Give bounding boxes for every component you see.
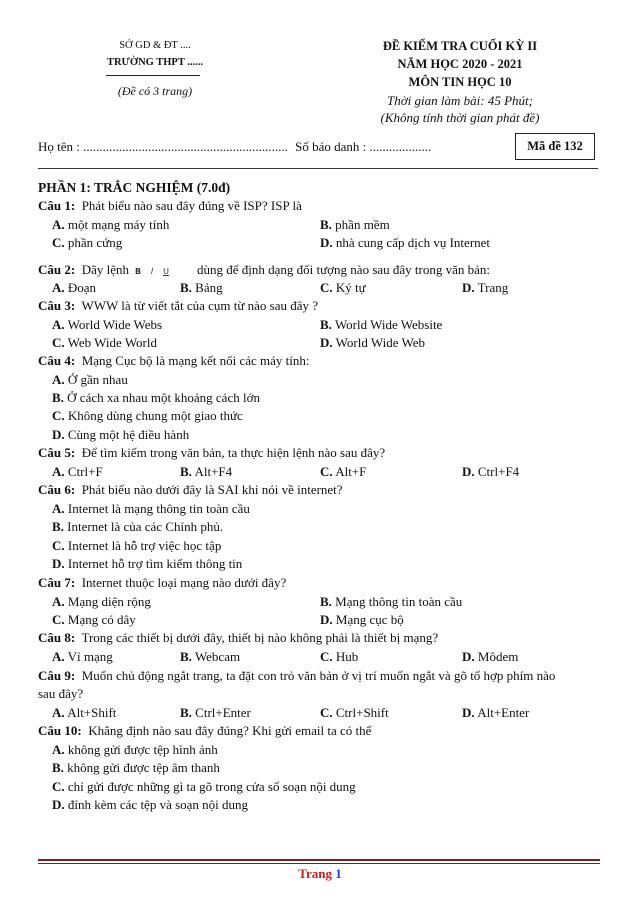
q6-option-b: B. Internet là của các Chính phủ. (52, 519, 224, 534)
header-rule (38, 168, 598, 169)
student-id-field: Số báo danh : ................... (295, 139, 432, 154)
school-name: TRƯỜNG THPT ...... (106, 57, 204, 68)
q4-option-a: A. Ở gần nhau (52, 372, 128, 387)
question-5: Câu 5: Để tìm kiếm trong văn bản, ta thực hiện lệnh nào sau đây? (38, 445, 386, 460)
q6-option-d: D. Internet hỗ trợ tìm kiếm thông tin (52, 556, 243, 571)
q4-option-c: C. Không dùng chung một giao thức (52, 408, 243, 423)
q4-option-b: B. Ở cách xa nhau một khoảng cách lớn (52, 390, 260, 405)
page-number: 1 (335, 866, 342, 881)
q2-option-b: B. Bảng (180, 280, 223, 295)
question-7: Câu 7: Internet thuộc loại mạng nào dưới đây? (38, 575, 287, 590)
q8-option-d: D. Môdem (462, 649, 519, 664)
format-toolbar-image (131, 262, 195, 276)
subject: MÔN TIN HỌC 10 (408, 75, 512, 89)
bold-icon: B (134, 267, 142, 277)
question-10: Câu 10: Khẳng định nào sau đây đúng? Khi gửi email ta có thể (38, 723, 372, 738)
q1-option-b: B. phần mềm (320, 217, 390, 232)
q5-option-a: A. Ctrl+F (52, 464, 103, 479)
student-info-line (38, 139, 431, 155)
footer-rule (38, 859, 600, 861)
q9-option-c: C. Ctrl+Shift (320, 705, 389, 720)
q10-option-c: C. chỉ gửi được những gì ta gõ trong cửa sổ soạn nội dung (52, 779, 356, 794)
q8-option-c: C. Hub (320, 649, 359, 664)
section-title: PHẦN 1: TRẮC NGHIỆM (7.0đ) (38, 180, 231, 195)
q9-option-a: A. Alt+Shift (52, 705, 117, 720)
q10-option-d: D. đính kèm các tệp và soạn nội dung (52, 797, 249, 812)
q7-option-b: B. Mạng thông tin toàn cầu (320, 594, 463, 609)
q2-option-a: A. Đoạn (52, 280, 97, 295)
q7-option-a: A. Mạng diện rộng (52, 594, 151, 609)
duration-note: (Không tính thời gian phát đề) (380, 110, 540, 125)
q7-option-d: D. Mạng cục bộ (320, 612, 404, 627)
school-year: NĂM HỌC 2020 - 2021 (397, 57, 523, 71)
q1-option-d: D. nhà cung cấp dịch vụ Internet (320, 235, 491, 250)
question-9-continued: sau đây? (38, 686, 84, 701)
q5-option-d: D. Ctrl+F4 (462, 464, 520, 479)
q2-option-d: D. Trang (462, 280, 509, 295)
q6-option-a: A. Internet là mạng thông tin toàn cầu (52, 501, 250, 516)
q7-option-c: C. Mạng có dây (52, 612, 136, 627)
question-9: Câu 9: Muốn chủ động ngắt trang, ta đặt con trỏ văn bản ở vị trí muốn ngắt và gõ tổ hợp phím nào (38, 668, 556, 683)
question-2: Câu 2: Dãy lệnh B I U dùng để định dạng đối tượng nào sau đây trong văn bản: (38, 262, 490, 278)
question-4: Câu 4: Mạng Cục bộ là mạng kết nối các máy tính: (38, 353, 310, 368)
page-word: Trang (298, 866, 332, 881)
q1-option-c: C. phần cứng (52, 235, 123, 250)
q3-option-d: D. World Wide Web (320, 335, 425, 350)
exam-code-box: Mã đề 132 (515, 133, 595, 160)
italic-icon: I (150, 267, 154, 277)
q5-option-c: C. Alt+F (320, 464, 367, 479)
exam-title: ĐỀ KIỂM TRA CUỐI KỲ II (382, 39, 538, 53)
name-field: Họ tên : ............................................................... (38, 139, 288, 154)
underline-icon: U (163, 267, 169, 277)
question-1: Câu 1: Phát biểu nào sau đây đúng về ISP? ISP là (38, 198, 302, 213)
q9-option-b: B. Ctrl+Enter (180, 705, 251, 720)
duration: Thời gian làm bài: 45 Phút; (387, 93, 533, 108)
q1-option-a: A. một mạng máy tính (52, 217, 170, 232)
q3-option-a: A. World Wide Webs (52, 317, 163, 332)
q10-option-a: A. không gửi được tệp hình ảnh (52, 742, 218, 757)
q9-option-d: D. Alt+Enter (462, 705, 530, 720)
q2-option-c: C. Ký tự (320, 280, 366, 295)
q8-option-a: A. Vỉ mạng (52, 649, 113, 664)
question-6: Câu 6: Phát biểu nào dưới đây là SAI khi nói về internet? (38, 482, 343, 497)
question-8: Câu 8: Trong các thiết bị dưới đây, thiết bị nào không phải là thiết bị mạng? (38, 630, 439, 645)
footer-rule-thin (38, 863, 600, 864)
question-3: Câu 3: WWW là từ viết tắt của cụm từ nào sau đây ? (38, 298, 319, 313)
q8-option-b: B. Webcam (180, 649, 241, 664)
q4-option-d: D. Cùng một hệ điều hành (52, 427, 190, 442)
pages-note: (Đề có 3 trang) (117, 84, 193, 98)
q3-option-b: B. World Wide Website (320, 317, 443, 332)
q10-option-b: B. không gửi được tệp âm thanh (52, 760, 220, 775)
header-divider (106, 75, 200, 76)
department-name: SỞ GD & ĐT .... (119, 40, 191, 51)
page-footer (0, 866, 640, 882)
q3-option-c: C. Web Wide World (52, 335, 157, 350)
q5-option-b: B. Alt+F4 (180, 464, 233, 479)
q6-option-c: C. Internet là hỗ trợ việc học tập (52, 538, 222, 553)
